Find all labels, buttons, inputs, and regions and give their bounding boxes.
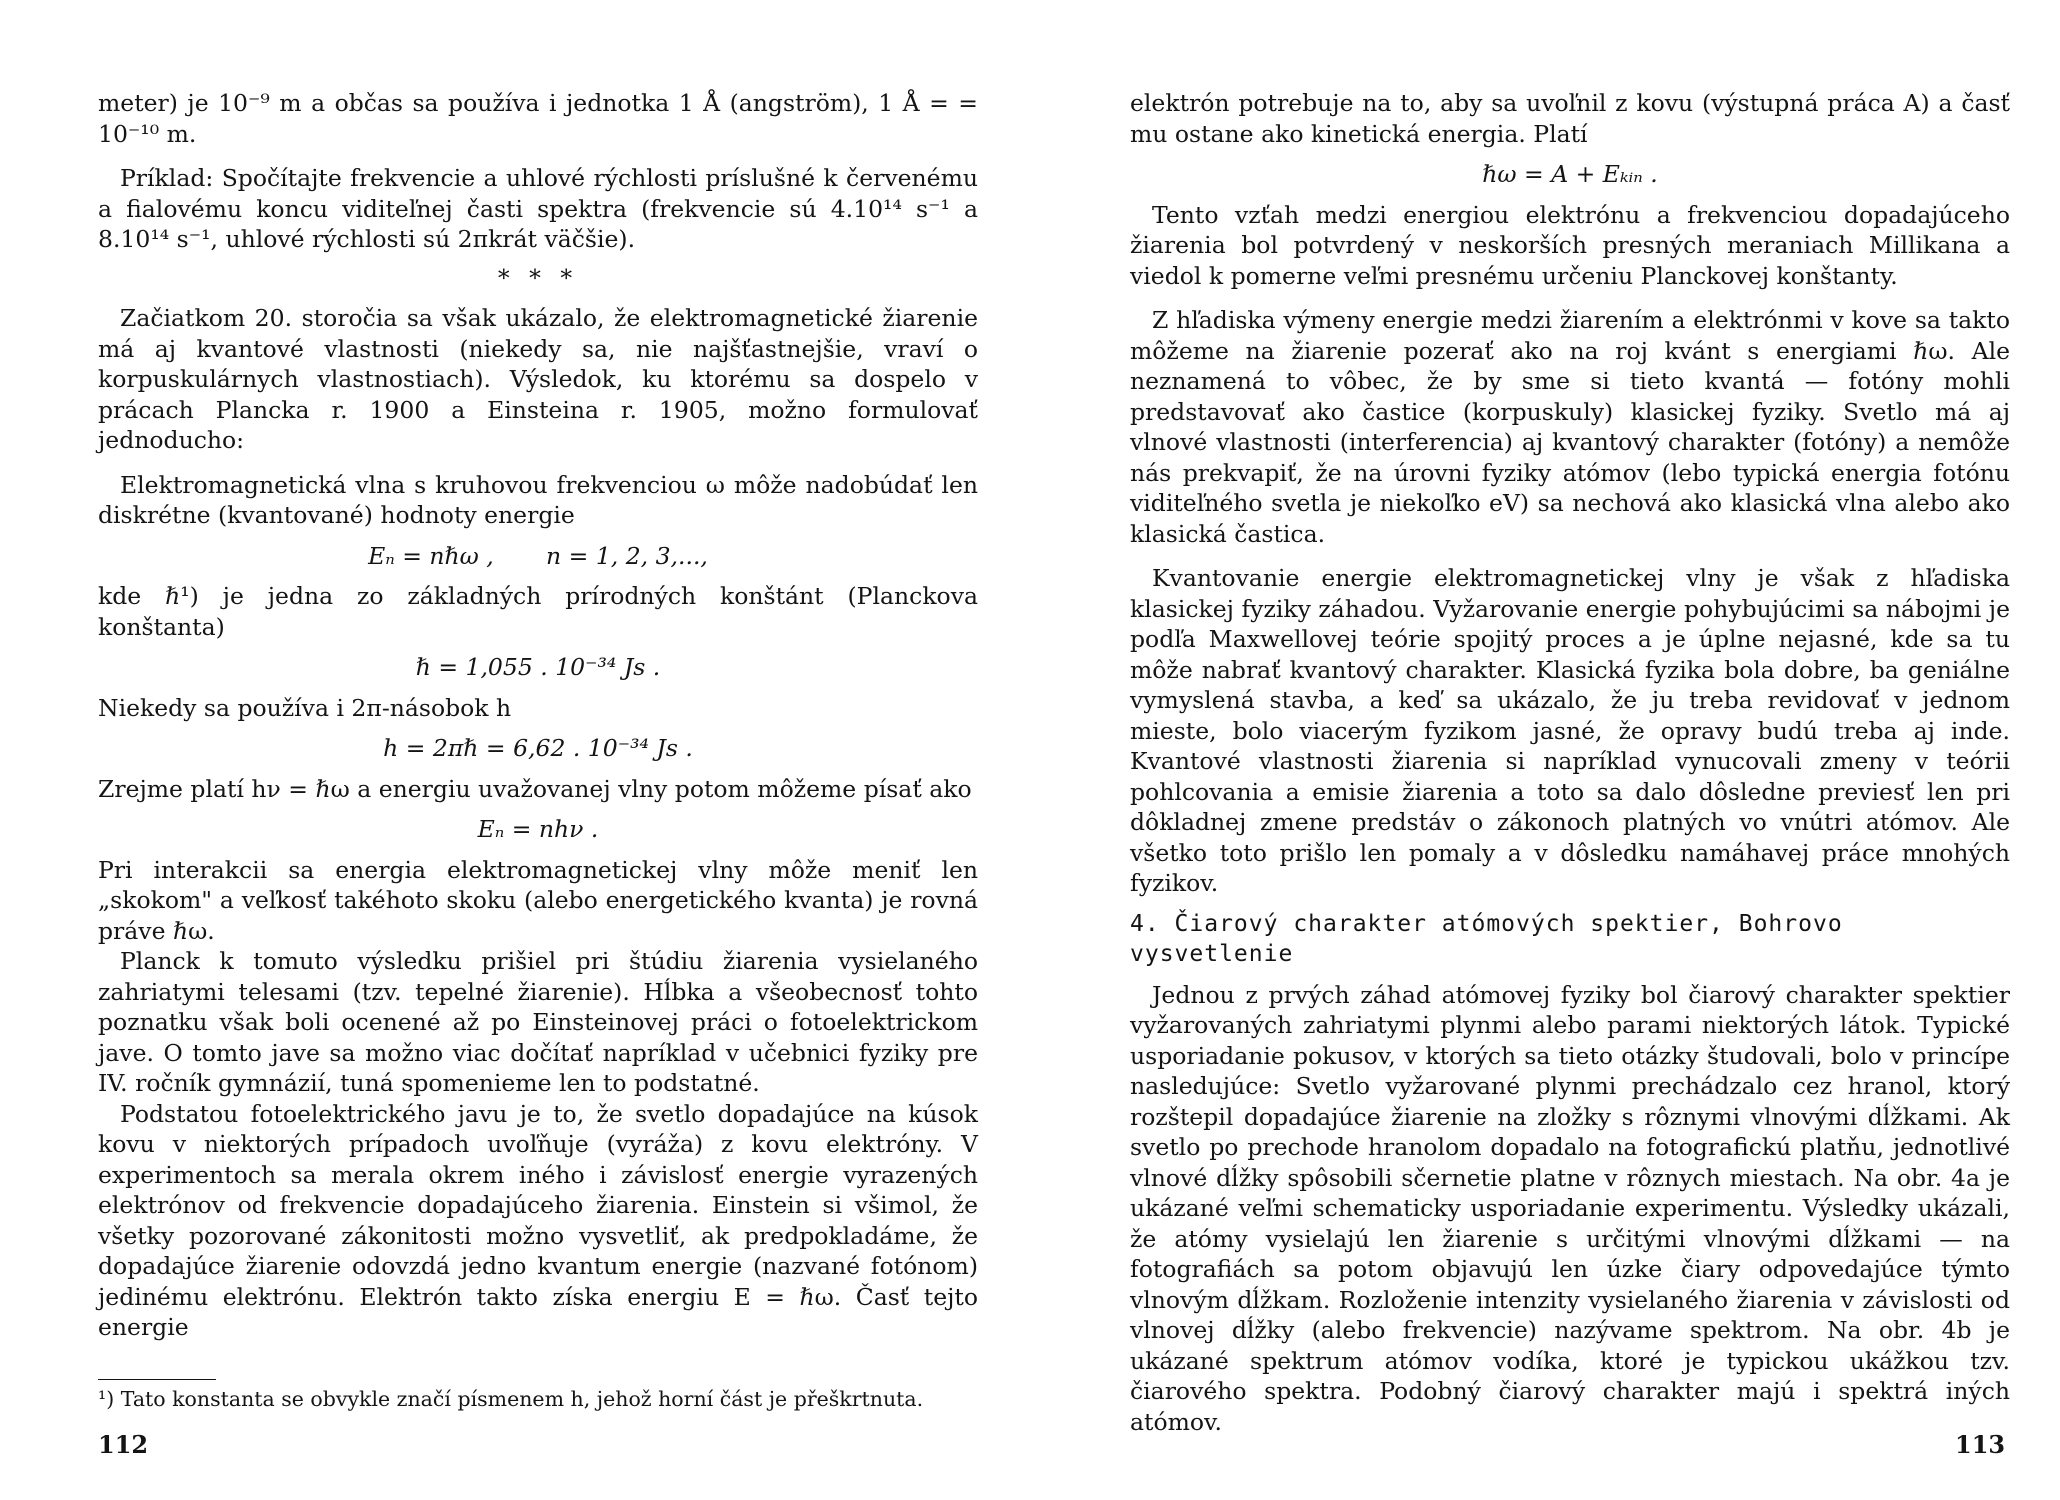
paragraph: Niekedy sa používa i 2π-násobok h — [98, 693, 512, 722]
paragraph: Jednou z prvých záhad atómovej fyziky bol čiarový charakter spektier vyžarovaných zahriatymi plynmi alebo parami niektorých látok. Typické usporiadanie pokusov, v ktorých sa tieto otázky študovali, bolo v princípe nasledujúce: Svetlo vyžarované plynmi prechádzalo cez hranol, ktorý rozštepil dopadajúce žiarenie na zložky s rôznymi vlnovými dĺžkami. Ak svetlo po prechode hranolom dopadalo na fotografickú platňu, jednotlivé vlnové dĺžky spôsobili sčernetie platne v rôznych miestach. Na obr. 4a je ukázané veľmi schematicky usporiadanie experimentu. Výsledky ukázali, že atómy vysielajú len žiarenie s určitými vlnovými dĺžkami — na fotografiách sa potom objavujú len úzke čiary odpovedajúce týmto vlnovým dĺžkam. Rozloženie intenzity vysielaného žiarenia v závislosti od vlnovej dĺžky (alebo frekvencie) nazývame spektrom. Na obr. 4b je ukázané spektrum atómov vodíka, ktoré je typickou ukážkou tzv. čiarového spektra. Podobný čiarový charakter majú i spektrá iných atómov. — [1130, 980, 2010, 1436]
right-page — [1030, 0, 2060, 1500]
paragraph: Pri interakcii sa energia elektromagnetickej vlny môže meniť len „skokom" a veľkosť takéhoto skoku (alebo energetického kvanta) je rovná práve ℏω. — [98, 855, 978, 945]
equation: ℏ = 1,055 . 10⁻³⁴ Js . — [415, 653, 661, 681]
paragraph: Kvantovanie energie elektromagnetickej vlny je však z hľadiska klasickej fyziky záhadou. Vyžarovanie energie pohybujúcimi sa nábojmi je podľa Maxwellovej teórie spojitý proces a je úplne nejasné, kde sa tu môže nabrať kvantový charakter. Klasická fyzika bola dobre, ba geniálne vymyslená stavba, a keď sa ukázalo, že ju treba revidovať v jednom mieste, bolo viacerým fyzikom jasné, že opravy budú treba aj inde. Kvantové vlastnosti žiarenia si napríklad vynucovali zmeny v teórii pohlcovania a emisie žiarenia a toto sa dalo dôsledne previesť len pri dôkladnej zmene predstáv o zákonoch platných vo vnútri atómov. Ale všetko toto prišlo len pomaly a v dôsledku namáhavej práce mnohých fyzikov. — [1130, 564, 2010, 897]
section-separator: * * * — [497, 263, 579, 292]
example-paragraph: Príklad: Spočítajte frekvencie a uhlové rýchlosti príslušné k červenému a fialovému koncu viditeľnej časti spektra (frekvencie sú 4.10¹⁴ s⁻¹ a 8.10¹⁴ s⁻¹, uhlové rýchlosti sú 2πkrát väčšie). — [98, 164, 978, 253]
equation: Eₙ = nhν . — [477, 815, 599, 843]
footnote: ¹) Tato konstanta se obvykle značí písmenem h, jehož horní část je přeškrtnuta. — [98, 1386, 924, 1411]
equation: h = 2πℏ = 6,62 . 10⁻³⁴ Js . — [383, 734, 693, 762]
paragraph: Tento vzťah medzi energiou elektrónu a frekvenciou dopadajúceho žiarenia bol potvrdený v neskorších presných meraniach Millikana a viedol k pomerne veľmi presnému určeniu Planckovej konštanty. — [1130, 200, 2010, 290]
page-number: 113 — [1955, 1430, 2006, 1459]
left-text-column — [98, 88, 978, 1412]
paragraph: Z hľadiska výmeny energie medzi žiarením a elektrónmi v kove sa takto môžeme na žiarenie pozerať ako na roj kvánt s energiami ℏω. Ale neznamená to vôbec, že by sme si tieto kvantá — fotóny mohli predstavovať ako častice (korpuskuly) klasickej fyziky. Svetlo má aj vlnové vlastnosti (interferencia) aj kvantový charakter (fotóny) a nemôže nás prekvapiť, že na úrovni fyziky atómov (lebo typická energia fotónu viditeľného svetla je niekoľko eV) sa nechová ako klasická vlna alebo ako klasická častica. — [1130, 306, 2010, 548]
footnote-rule — [98, 1379, 216, 1380]
equation: ℏω = A + Eₖᵢₙ . — [1482, 160, 1658, 188]
paragraph: Podstatou fotoelektrického javu je to, že svetlo dopadajúce na kúsok kovu v niektorých prípadoch uvoľňuje (vyráža) z kovu elektróny. V experimentoch sa merala okrem iného i závislosť energie vyrazených elektrónov od frekvencie dopadajúceho žiarenia. Einstein si všimol, že všetky pozorované zákonitosti možno vysvetliť, ak predpokladáme, že dopadajúce žiarenie odovzdá jedno kvantum energie (nazvané fotónom) jedinému elektrónu. Elektrón takto získa energiu E = ℏω. Časť tejto energie — [98, 1099, 978, 1341]
equation: Eₙ = nℏω , n = 1, 2, 3,..., — [368, 541, 708, 570]
paragraph: meter) je 10⁻⁹ m a občas sa používa i jednotka 1 Å (angström), 1 Å = = 10⁻¹⁰ m. — [98, 89, 978, 148]
section-heading: 4. Čiarový charakter atómových spektier, Bohrovo vysvetlenie — [1130, 910, 1843, 967]
paragraph: Začiatkom 20. storočia sa však ukázalo, že elektromagnetické žiarenie má aj kvantové vlastnosti (niekedy sa, nie najšťastnejšie, vraví o korpuskulárnych vlastnostiach). Výsledok, ku ktorému sa dospelo v prácach Plancka r. 1900 a Einsteina r. 1905, možno formulovať jednoducho: — [98, 304, 978, 454]
paragraph: kde ℏ¹) je jedna zo základných prírodných konštánt (Planckova konštanta) — [98, 582, 978, 641]
paragraph: elektrón potrebuje na to, aby sa uvoľnil z kovu (výstupná práca A) a časť mu ostane ako kinetická energia. Platí — [1130, 89, 2010, 148]
paragraph: Planck k tomuto výsledku prišiel pri štúdiu žiarenia vysielaného zahriatymi telesami (tzv. tepelné žiarenie). Hĺbka a všeobecnosť tohto poznatku však boli ocenené až po Einsteinovej práci o fotoelektrickom jave. O tomto jave sa možno viac dočítať napríklad v učebnici fyziky pre IV. ročník gymnázií, tuná spomenieme len to podstatné. — [98, 947, 978, 1097]
paragraph: Elektromagnetická vlna s kruhovou frekvenciou ω môže nadobúdať len diskrétne (kvantované) hodnoty energie — [98, 470, 978, 529]
right-text-column — [1130, 88, 2010, 1437]
page-number: 112 — [98, 1430, 149, 1459]
paragraph: Zrejme platí hν = ℏω a energiu uvažovanej vlny potom môžeme písať ako — [98, 774, 972, 803]
